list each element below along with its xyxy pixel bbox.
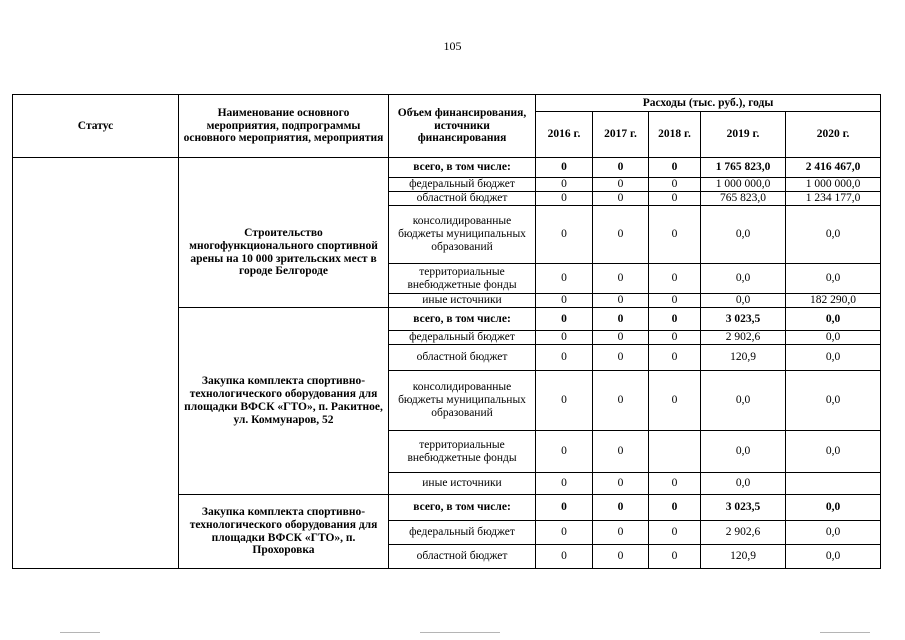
value-cell: 0 — [593, 473, 649, 495]
table-row — [13, 158, 881, 178]
value-cell: 765 823,0 — [701, 192, 786, 206]
header-year: 2017 г. — [593, 112, 649, 158]
funding-source: территориальные внебюджетные фонды — [389, 431, 536, 473]
funding-source: иные источники — [389, 294, 536, 308]
value-cell: 0 — [593, 521, 649, 545]
funding-source: всего, в том числе: — [389, 158, 536, 178]
funding-source: областной бюджет — [389, 192, 536, 206]
value-cell: 0 — [649, 308, 701, 331]
funding-source: областной бюджет — [389, 345, 536, 371]
value-cell: 2 902,6 — [701, 331, 786, 345]
header-year: 2018 г. — [649, 112, 701, 158]
value-cell: 0 — [536, 192, 593, 206]
scan-edge-mark — [420, 632, 500, 633]
value-cell: 0 — [649, 264, 701, 294]
funding-source: всего, в том числе: — [389, 308, 536, 331]
value-cell: 0,0 — [786, 495, 881, 521]
value-cell: 0 — [536, 331, 593, 345]
funding-source: федеральный бюджет — [389, 331, 536, 345]
funding-source: консолидированные бюджеты муниципальных образований — [389, 206, 536, 264]
header-funding: Объем финансирования, источники финансирования — [389, 95, 536, 158]
value-cell: 0 — [593, 371, 649, 431]
value-cell: 0 — [649, 192, 701, 206]
value-cell: 0 — [536, 178, 593, 192]
value-cell — [786, 473, 881, 495]
value-cell: 0 — [593, 158, 649, 178]
value-cell: 0,0 — [786, 264, 881, 294]
value-cell: 2 416 467,0 — [786, 158, 881, 178]
value-cell: 0,0 — [701, 431, 786, 473]
value-cell: 0 — [536, 206, 593, 264]
scan-edge-mark — [60, 632, 100, 633]
value-cell: 0 — [593, 294, 649, 308]
status-cell — [13, 158, 179, 569]
value-cell: 0 — [593, 206, 649, 264]
page-number: 105 — [443, 39, 462, 53]
value-cell: 0 — [536, 431, 593, 473]
value-cell: 0 — [536, 495, 593, 521]
value-cell: 0 — [649, 545, 701, 569]
funding-source: иные источники — [389, 473, 536, 495]
value-cell: 0 — [536, 158, 593, 178]
value-cell: 0,0 — [701, 264, 786, 294]
value-cell: 0 — [649, 495, 701, 521]
header-measure: Наименование основного мероприятия, подпрограммы основного мероприятия, мероприятия — [179, 95, 389, 158]
value-cell: 0 — [536, 473, 593, 495]
value-cell: 0 — [649, 206, 701, 264]
funding-source: территориальные внебюджетные фонды — [389, 264, 536, 294]
measure-cell: Закупка комплекта спортивно-технологического оборудования для площадки ВФСК «ГТО», п. Прохоровка — [179, 495, 389, 569]
funding-source: всего, в том числе: — [389, 495, 536, 521]
value-cell: 0 — [649, 178, 701, 192]
value-cell: 0,0 — [701, 294, 786, 308]
scan-edge-mark — [820, 632, 870, 633]
value-cell: 0 — [536, 308, 593, 331]
header-year: 2020 г. — [786, 112, 881, 158]
value-cell: 0 — [649, 345, 701, 371]
value-cell: 0 — [536, 264, 593, 294]
value-cell: 0 — [593, 495, 649, 521]
value-cell: 1 765 823,0 — [701, 158, 786, 178]
value-cell: 0,0 — [701, 206, 786, 264]
value-cell: 0 — [593, 178, 649, 192]
value-cell: 0 — [649, 158, 701, 178]
value-cell: 0 — [649, 371, 701, 431]
budget-table — [12, 94, 881, 569]
value-cell: 0 — [593, 545, 649, 569]
value-cell: 0,0 — [786, 331, 881, 345]
value-cell: 0 — [593, 345, 649, 371]
value-cell: 0 — [536, 294, 593, 308]
value-cell: 1 000 000,0 — [786, 178, 881, 192]
value-cell: 0,0 — [786, 308, 881, 331]
funding-source: федеральный бюджет — [389, 521, 536, 545]
value-cell: 182 290,0 — [786, 294, 881, 308]
value-cell: 120,9 — [701, 345, 786, 371]
value-cell — [649, 431, 701, 473]
value-cell: 2 902,6 — [701, 521, 786, 545]
value-cell: 0 — [593, 308, 649, 331]
measure-cell: Закупка комплекта спортивно-технологического оборудования для площадки ВФСК «ГТО», п. Ракитное, ул. Коммунаров, 52 — [179, 308, 389, 495]
value-cell: 3 023,5 — [701, 495, 786, 521]
value-cell: 0 — [593, 264, 649, 294]
value-cell: 0 — [536, 345, 593, 371]
value-cell: 0 — [536, 371, 593, 431]
header-year: 2016 г. — [536, 112, 593, 158]
value-cell: 0,0 — [701, 473, 786, 495]
funding-source: консолидированные бюджеты муниципальных образований — [389, 371, 536, 431]
header-year: 2019 г. — [701, 112, 786, 158]
value-cell: 0,0 — [786, 521, 881, 545]
value-cell: 0 — [593, 431, 649, 473]
value-cell: 0,0 — [786, 206, 881, 264]
funding-source: федеральный бюджет — [389, 178, 536, 192]
header-status: Статус — [13, 95, 179, 158]
value-cell: 0,0 — [786, 545, 881, 569]
value-cell: 0 — [649, 521, 701, 545]
value-cell: 0 — [536, 545, 593, 569]
value-cell: 3 023,5 — [701, 308, 786, 331]
funding-source: областной бюджет — [389, 545, 536, 569]
value-cell: 1 234 177,0 — [786, 192, 881, 206]
value-cell: 0 — [593, 192, 649, 206]
value-cell: 0 — [536, 521, 593, 545]
value-cell: 0,0 — [786, 431, 881, 473]
measure-cell: Строительство многофункционального спортивной арены на 10 000 зрительских мест в городе Белгороде — [179, 158, 389, 308]
value-cell: 0 — [649, 294, 701, 308]
value-cell: 0 — [649, 473, 701, 495]
value-cell: 120,9 — [701, 545, 786, 569]
value-cell: 0,0 — [786, 371, 881, 431]
header-expenses: Расходы (тыс. руб.), годы — [536, 95, 881, 112]
value-cell: 0 — [649, 331, 701, 345]
value-cell: 0,0 — [786, 345, 881, 371]
value-cell: 1 000 000,0 — [701, 178, 786, 192]
value-cell: 0 — [593, 331, 649, 345]
value-cell: 0,0 — [701, 371, 786, 431]
